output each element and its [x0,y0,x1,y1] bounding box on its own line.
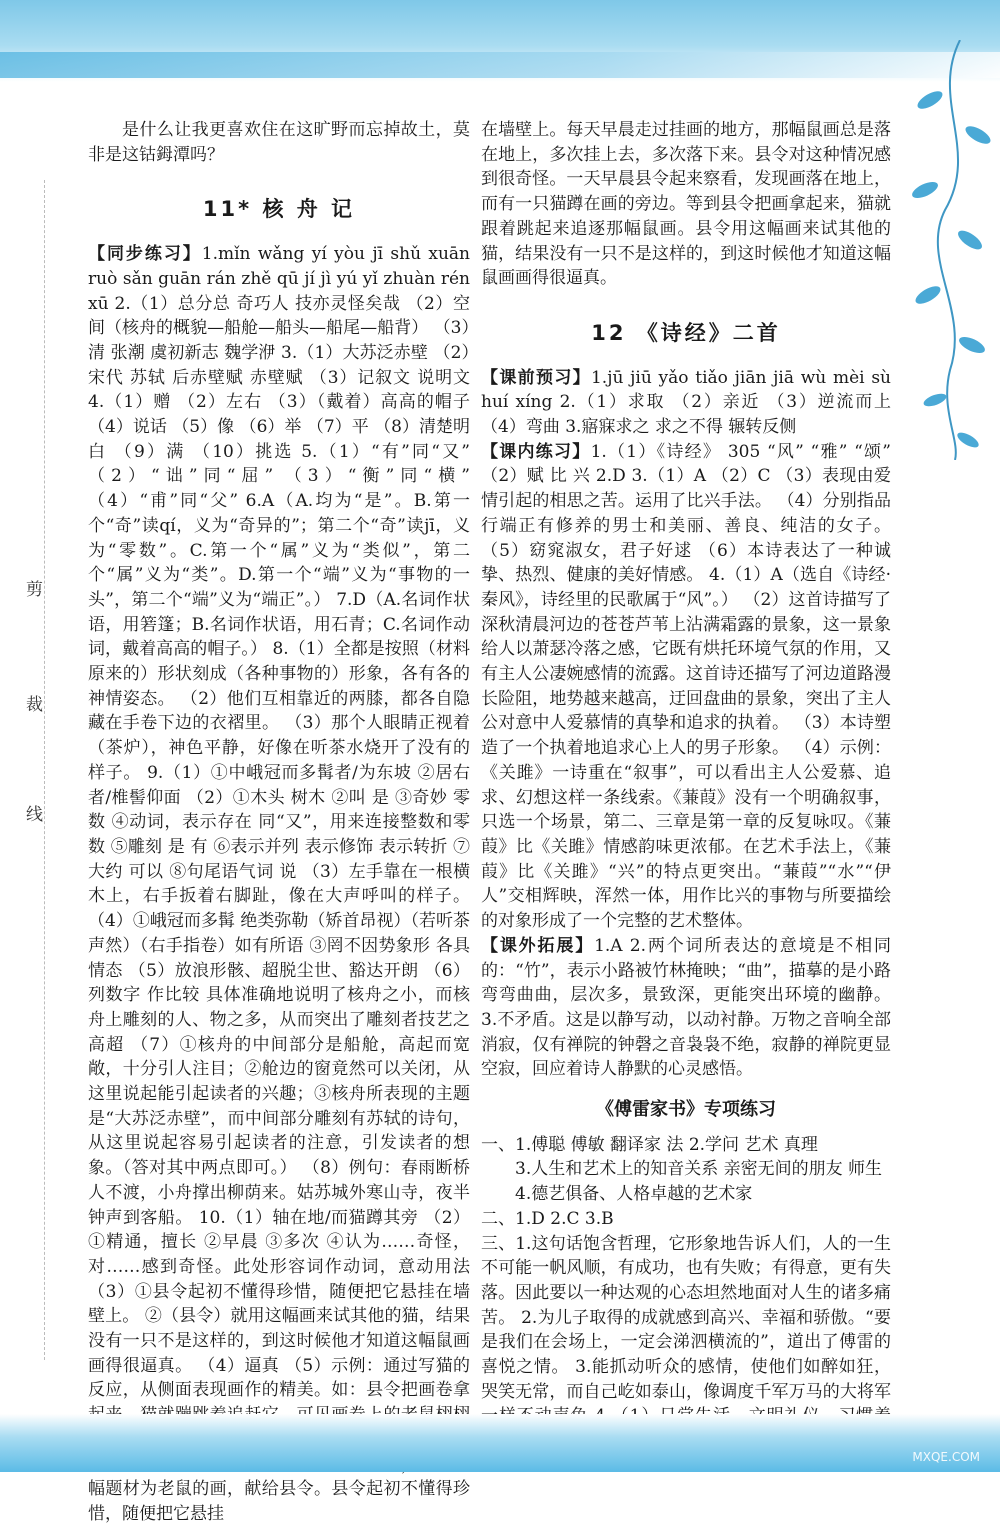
section-subheading: 《傅雷家书》专项练习 [596,1099,776,1121]
paragraph: 是什么让我更喜欢住在这旷野而忘掉故土，莫非是这钴鉧潭吗？ [88,120,470,165]
watermark: MXQE.COM [912,1450,980,1464]
right-column [481,118,891,1454]
top-decorative-stripe [0,52,1000,78]
section-heading: 12 《诗经》二首 [591,320,781,345]
paragraph-text: 幅题材为老鼠的画，献给县令。县令起初不懂得珍惜，随便把它悬挂 [88,1479,470,1524]
paragraph-text: 1.mǐn wǎng yí yòu jī shǔ xuān ruò sǎn guān rán zhě qū jí jì yú yǐ zhuàn rén xū 2.（1）总分总 奇巧人 技亦灵怪矣哉 （2）空间（核舟的概貌—船舱—船头—船尾—船背） （3）清 张潮 虞初新志 魏学洢 3.（1）大苏泛赤壁 （2）宋代 苏轼 后赤壁赋 赤壁赋 （3）记叙文 说明文 4.（1）赠 （2）左右 （3）（戴着）高高的帽子 （4）说话 （5）像 （6）举 （7）平 （8）清楚明白 （9）满 （10）挑选 5.（1）“有”同“又” （2）“诎”同“屈” （3）“衡”同“横” （4）“甫”同“父” 6.A（A.均为“是”。B.第一个“奇”读qí，义为“奇异的”；第二个“奇”读jī，义为“零数”。C.第一个“属”义为“类似”，第二个“属”义为“类”。D.第一个“端”义为“事物的一头”，第二个“端”义为“端正”。） 7.D（A.名词作状语，用箬篷；B.名词作状语，用石青；C.名词作动词，戴着高高的帽子。） 8.（1）全都是按照（材料原来的）形状刻成（各种事物的）形象，各有各的神情姿态。 （2）他们互相靠近的两膝，都各自隐藏在手卷下边的衣褶里。 （3）那个人眼睛正视着（茶炉），神色平静，好像在听茶水烧开了没有的样子。 9.（1）①中峨冠而多髯者/为东坡 ②居右者/椎髻仰面 （2）①木头 树木 ②叫 是 ③奇妙 零数 ④动词，表示存在 同“又”，用来连接整数和零数 ⑤雕刻 是 有 ⑥表示并列 表示修饰 表示转折 ⑦大约 可以 ⑧句尾语气词 说 （3）左手靠在一根横木上，右手扳着右脚趾，像在大声呼叫的样子。 （4）①峨冠而多髯 绝类弥勒（矫首昂视）（若听茶声然）（右手指卷）如有所语 ③罔不因势象形 各具情态 （5）放浪形骸、超脱尘世、豁达开朗 （6）列数字 作比较 具体准确地说明了核舟之小，而核舟上雕刻的人、物之多，从而突出了雕刻者技艺之高超 （7）①核舟的中间部分是船舱，高起而宽敞，十分引人注目；②舱边的窗竟然可以关闭，从这里说起能引起读者的兴趣；③核舟所表现的主题是“大苏泛赤壁”，而中间部分雕刻有苏轼的诗句，从这里说起容易引起读者的注意，引发读者的想象。（答对其中两点即可。） （8）例句：春雨断桥人不渡，小舟撑出柳荫来。姑苏城外寒山寺，夜半钟声到客船。 10.（1）轴在地/而猫蹲其旁 （2）①精通，擅长 ②早晨 ③多次 ④认为……奇怪，对……感到奇怪。此处形容词作动词，意动用法 （3）①县令起初不懂得珍惜，随便把它悬挂在墙壁上。 ②（县令）就用这幅画来试其他的猫，结果没有一只不是这样的，到这时候他才知道这幅鼠画画得很逼真。 （4）逼真 （5）示例：通过写猫的反应，从侧面表现画作的精美。如：县令把画卷拿 [88,244,470,1401]
exercise-tag: 【课内练习】 [481,441,591,462]
paragraph-text: 1.jū jiū yǎo tiǎo jiān jiā wù mèi sù huí xíng 2.（1）求取 （2）亲近 （3）逆流而上 （4）弯曲 3.寤寐求之 求之不得 辗转反侧 [481,367,891,438]
paragraph [88,242,470,1452]
paragraph: 二、1.D 2.C 3.B [481,1208,614,1229]
paragraph: 4.德艺俱备、人格卓越的艺术家 [515,1184,753,1205]
left-column [88,118,470,1527]
paragraph [481,440,891,934]
paragraph-text: 1.A 2.两个词所表达的意境是不相同的：“竹”，表示小路被竹林掩映；“曲”，描摹的是小路弯弯曲曲，层次多，景致深，更能突出环境的幽静。 3.不矛盾。这是以静写动，以动衬静。万物之音响全部消寂，仅有禅院的钟磬之音袅袅不绝，寂静的禅院更显空寂，回应着诗人静默的心灵感悟。 [481,935,891,1080]
margin-mark-2: 裁 [26,695,43,715]
paragraph: 在墙壁上。每天早晨走过挂画的地方，那幅鼠画总是落在地上，多次挂上去，多次落下来。县令对这种情况感到很奇怪。一天早晨县令起来察看，发现画落在地上，而有一只猫蹲在画的旁边。等到县令把画拿起来，猫就跟着跳起来追逐那幅鼠画。县令用这幅画来试其他的猫，结果没有一只不是这样的，到这时候他才知道这幅鼠画画得很逼真。 [481,120,891,289]
margin-mark-1: 剪 [26,580,43,600]
vine-decoration [890,40,1000,460]
margin-mark-3: 线 [26,805,43,825]
section-heading: 11* 核 舟 记 [202,197,356,222]
paragraph [481,934,891,1082]
bottom-decorative-band [0,1414,1000,1472]
exercise-tag: 【同步练习】 [88,244,202,265]
paragraph: 一、1.傅聪 傅敏 翻译家 法 2.学问 艺术 真理 [481,1134,818,1155]
exercise-tag: 【课前预习】 [481,367,591,388]
paragraph: 三、1.这句话饱含哲理，它形象地告诉人们，人的一生不可能一帆风顺，有成功，也有失败；有得意，更有失落。因此要以一种达观的心态坦然地面对人生的诸多痛苦。 2.为儿子取得的成就感到高兴、幸福和骄傲。“要是我们在会场上，一定会涕泗横流的”，道出了傅雷的喜悦之情。 3.能抓动听众的感情，使他们如醉如狂，哭笑无常，而自己屹如泰山，像调度千军万马的大将军 [481,1233,891,1402]
cut-line [44,180,45,1360]
paragraph: 3.人生和艺术上的知音关系 亲密无间的朋友 师生 [515,1159,883,1180]
exercise-tag: 【课外拓展】 [481,935,595,956]
paragraph-text: 1.（1）《诗经》 305 “风” “雅” “颂” （2）赋 比 兴 2.D 3.（1）A （2）C （3）表现由爱情引起的相思之苦。运用了比兴手法。 （4）分别指品行端正有修养的男士和美丽、善良、纯洁的女子。 （5）窈窕淑女，君子好逑 （6）本诗表达了一种诚挚、热烈、健康的美好情感。 4.（1）A（选自《诗经·秦风》，诗经里的民歌属于“风”。） （2）这首诗描写了深秋清晨河边的苍苍芦苇上沾满霜露的景象，这一景象给人以萧瑟冷落之感，它既有烘托环境气氛的作用，又有主人公凄婉感情的流露。这首诗还描写了河边道路漫长险阻，地势越来越高，迂回盘曲的景象，突出了主人公对意中人爱慕情的真挚和追求的执着。 （3）本诗塑造了一个执着地追求心上人的男子形象。 （4）示例：《关雎》一诗重在“叙事”，可以看出主人公爱慕、追求、幻想这样一条线索。《蒹葭》没有一个明确叙事，只选一个场景，第二、三章是第一章的反复咏叹。《蒹葭》比《关雎》情感韵味更浓郁。在艺术手法上，《蒹葭》比《关雎》“兴”的特点更突出。“蒹葭”“水”“伊人”交相辉映，浑然一体，用作比兴的事物与所要描绘的对象形成了一个完整的艺术整体。 [481,441,891,932]
paragraph [481,366,891,440]
